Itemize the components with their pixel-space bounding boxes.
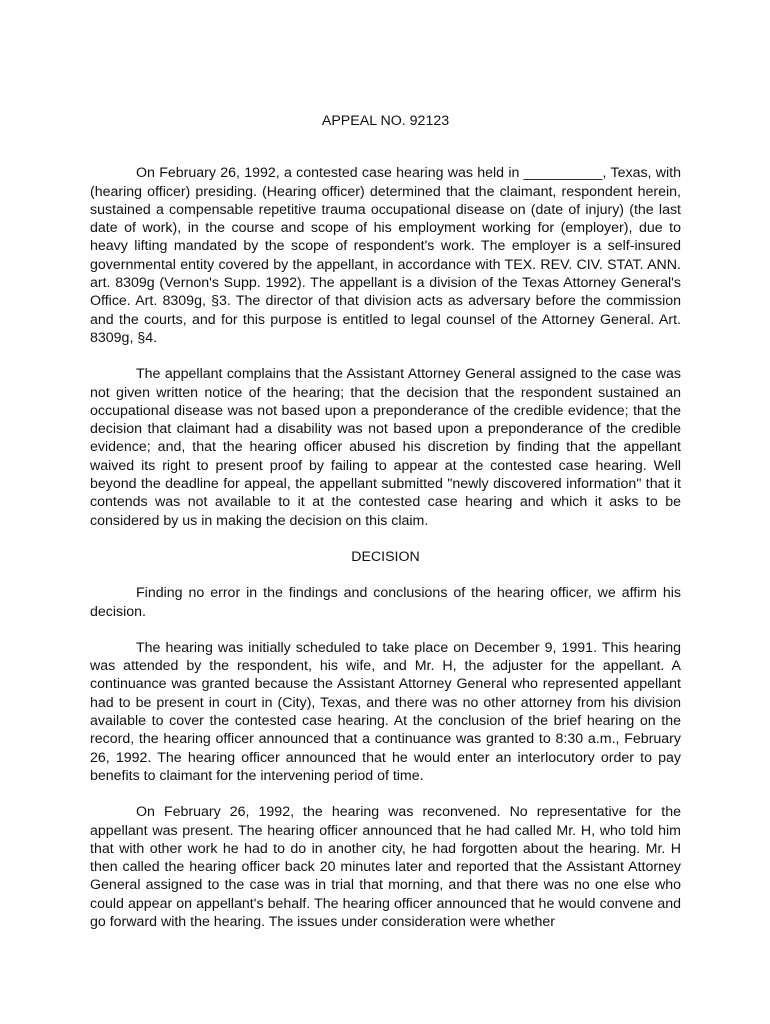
paragraph-reconvened-hearing: On February 26, 1992, the hearing was reconvened. No representative for the appellant was present. The hearing officer announced that he had called Mr. H, who told him that with other work he had to do in another city, he had forgotten about the hearing. Mr. H then called the hearing officer back 20 minutes later and reported that the Assistant Attorney General assigned to the case was in trial that morning, and that there was no one else who could appear on appellant's behalf. The hearing officer announced that he would convene and go forward with the hearing. The issues under consideration were whether [90,804,681,930]
paragraph-affirmation: Finding no error in the findings and conclusions of the hearing officer, we affirm his decision. [90,585,681,620]
paragraph-hearing-summary: On February 26, 1992, a contested case hearing was held in __________, Texas, with (hearing officer) presiding. (Hearing officer) determined that the claimant, respondent herein, sustained a compensable repetitive trauma occupational disease on (date of injury) (the last date of work), in the course and scope of his employment working for (employer), due to heavy lifting mandated by the scope of respondent's work. The employer is a self-insured governmental entity covered by the appellant, in accordance with TEX. REV. CIV. STAT. ANN. art. 8309g (Vernon's Supp. 1992). The appellant is a division of the Texas Attorney General's Office. Art. 8309g, §3. The director of that division acts as adversary before the commission and the courts, and for this purpose is entitled to legal counsel of the Attorney General. Art. 8309g, §4. [90,165,681,346]
paragraph-appellant-complaints: The appellant complains that the Assistant Attorney General assigned to the case was not given written notice of the hearing; that the decision that the respondent sustained an occupational disease was not based upon a preponderance of the credible evidence; that the decision that claimant had a disability was not based upon a preponderance of the credible evidence; and, that the hearing officer abused his discretion by finding that the appellant waived its right to present proof by failing to appear at the contested case hearing. Well beyond the deadline for appeal, the appellant submitted "newly discovered information" that it contends was not available to it at the contested case hearing and which it asks to be considered by us in making the decision on this claim. [90,366,681,529]
page-title: APPEAL NO. 92123 [321,113,450,129]
document-page [90,112,681,949]
decision-heading: DECISION [351,548,420,565]
paragraph-initial-hearing: The hearing was initially scheduled to take place on December 9, 1991. This hearing was attended by the respondent, his wife, and Mr. H, the adjuster for the appellant. A continuance was granted because the Assistant Attorney General who represented appellant had to be present in court in (City), Texas, and there was no other attorney from his division available to cover the contested case hearing. At the conclusion of the brief hearing on the record, the hearing officer announced that a continuance was granted to 8:30 a.m., February 26, 1992. The hearing officer announced that he would enter an interlocutory order to pay benefits to claimant for the intervening period of time. [90,639,681,784]
